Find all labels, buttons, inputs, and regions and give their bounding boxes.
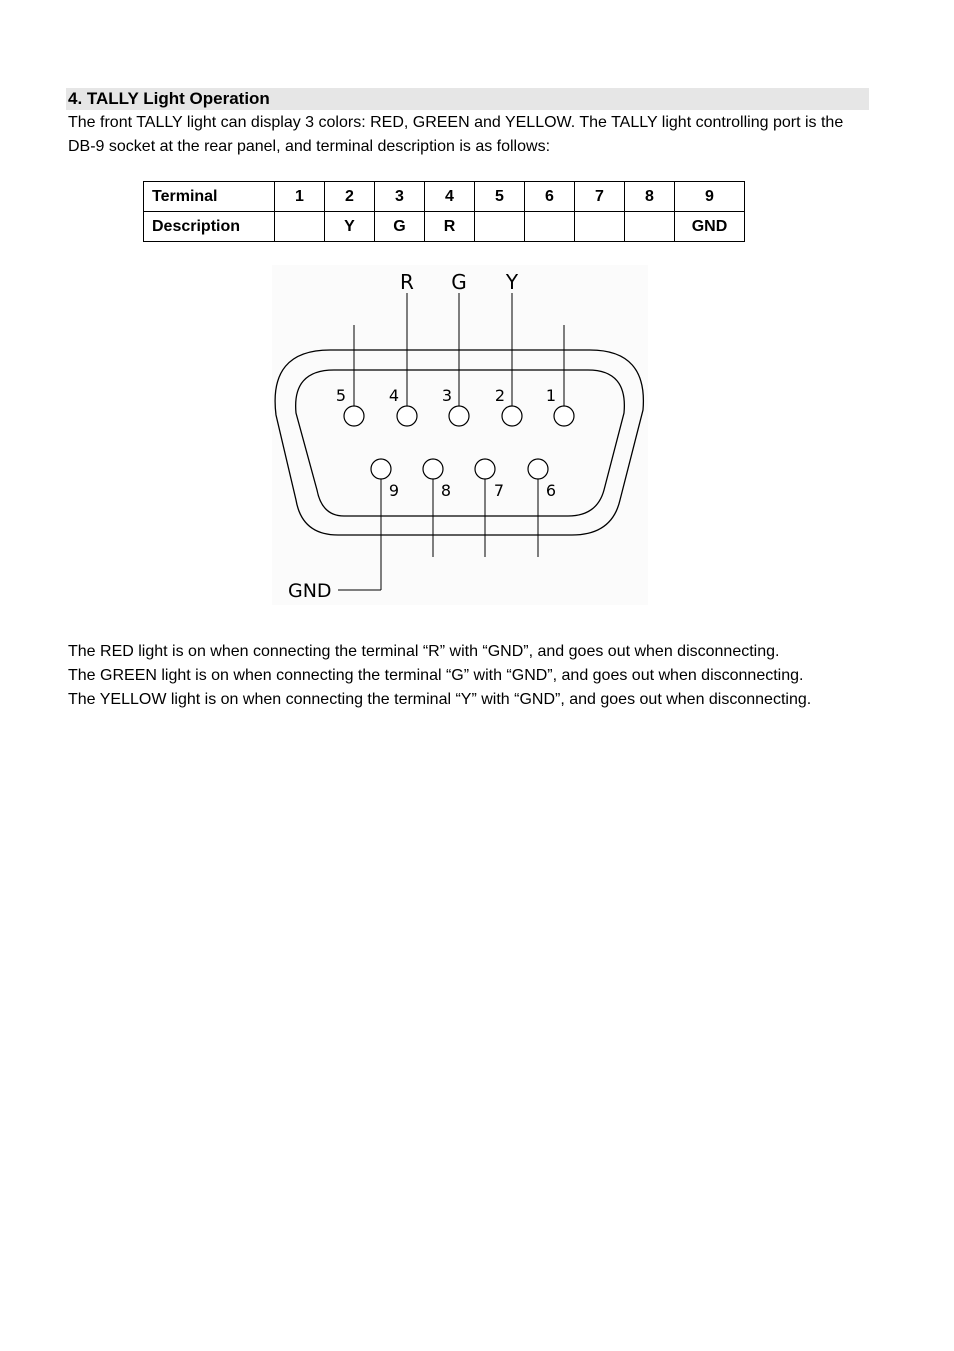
pin-1 <box>554 406 574 426</box>
intro-paragraph: The front TALLY light can display 3 colors: RED, GREEN and YELLOW. The TALLY light controlling port is the DB-9 socket at the rear panel, and terminal description is as follows: <box>68 114 844 155</box>
section-heading: 4. TALLY Light Operation <box>66 88 869 110</box>
terminal-cell: 5 <box>475 182 525 212</box>
terminal-table <box>143 181 745 242</box>
description-cell <box>475 212 525 242</box>
signal-label-y: Y <box>505 270 519 294</box>
gnd-label: GND <box>288 580 332 602</box>
description-row <box>144 212 745 242</box>
pin-7 <box>475 459 495 479</box>
pin-5 <box>344 406 364 426</box>
description-cell <box>275 212 325 242</box>
note-green: The GREEN light is on when connecting the terminal “G” with “GND”, and goes out when disconnecting. <box>68 667 804 684</box>
note-red: The RED light is on when connecting the terminal “R” with “GND”, and goes out when disconnecting. <box>68 643 780 660</box>
signal-label-r: R <box>400 270 414 294</box>
description-cell <box>525 212 575 242</box>
terminal-cell: 2 <box>325 182 375 212</box>
pin-number: 8 <box>440 481 452 500</box>
pin-number: 6 <box>545 481 557 500</box>
signal-label-g: G <box>451 270 467 294</box>
terminal-cell: 6 <box>525 182 575 212</box>
pin-number: 1 <box>545 386 557 405</box>
pin-number: 3 <box>441 386 453 405</box>
terminal-cell: 1 <box>275 182 325 212</box>
description-cell: G <box>375 212 425 242</box>
pin-8 <box>423 459 443 479</box>
pin-number: 2 <box>494 386 506 405</box>
description-cell: R <box>425 212 475 242</box>
db9-connector-diagram <box>272 265 648 605</box>
description-cell <box>575 212 625 242</box>
notes-block <box>68 640 888 712</box>
terminal-row-header: Terminal <box>144 182 275 212</box>
note-yellow: The YELLOW light is on when connecting the terminal “Y” with “GND”, and goes out when disconnecting. <box>68 691 812 708</box>
description-cell: GND <box>675 212 745 242</box>
pin-number: 5 <box>335 386 347 405</box>
terminal-cell: 8 <box>625 182 675 212</box>
terminal-cell: 9 <box>675 182 745 212</box>
terminal-row <box>144 182 745 212</box>
pin-4 <box>397 406 417 426</box>
terminal-cell: 7 <box>575 182 625 212</box>
pin-number: 9 <box>388 481 400 500</box>
pin-3 <box>449 406 469 426</box>
pin-9 <box>371 459 391 479</box>
terminal-cell: 4 <box>425 182 475 212</box>
pin-number: 7 <box>493 481 505 500</box>
terminal-cell: 3 <box>375 182 425 212</box>
description-cell: Y <box>325 212 375 242</box>
pin-number: 4 <box>388 386 400 405</box>
pin-6 <box>528 459 548 479</box>
description-row-header: Description <box>144 212 275 242</box>
pin-2 <box>502 406 522 426</box>
description-cell <box>625 212 675 242</box>
